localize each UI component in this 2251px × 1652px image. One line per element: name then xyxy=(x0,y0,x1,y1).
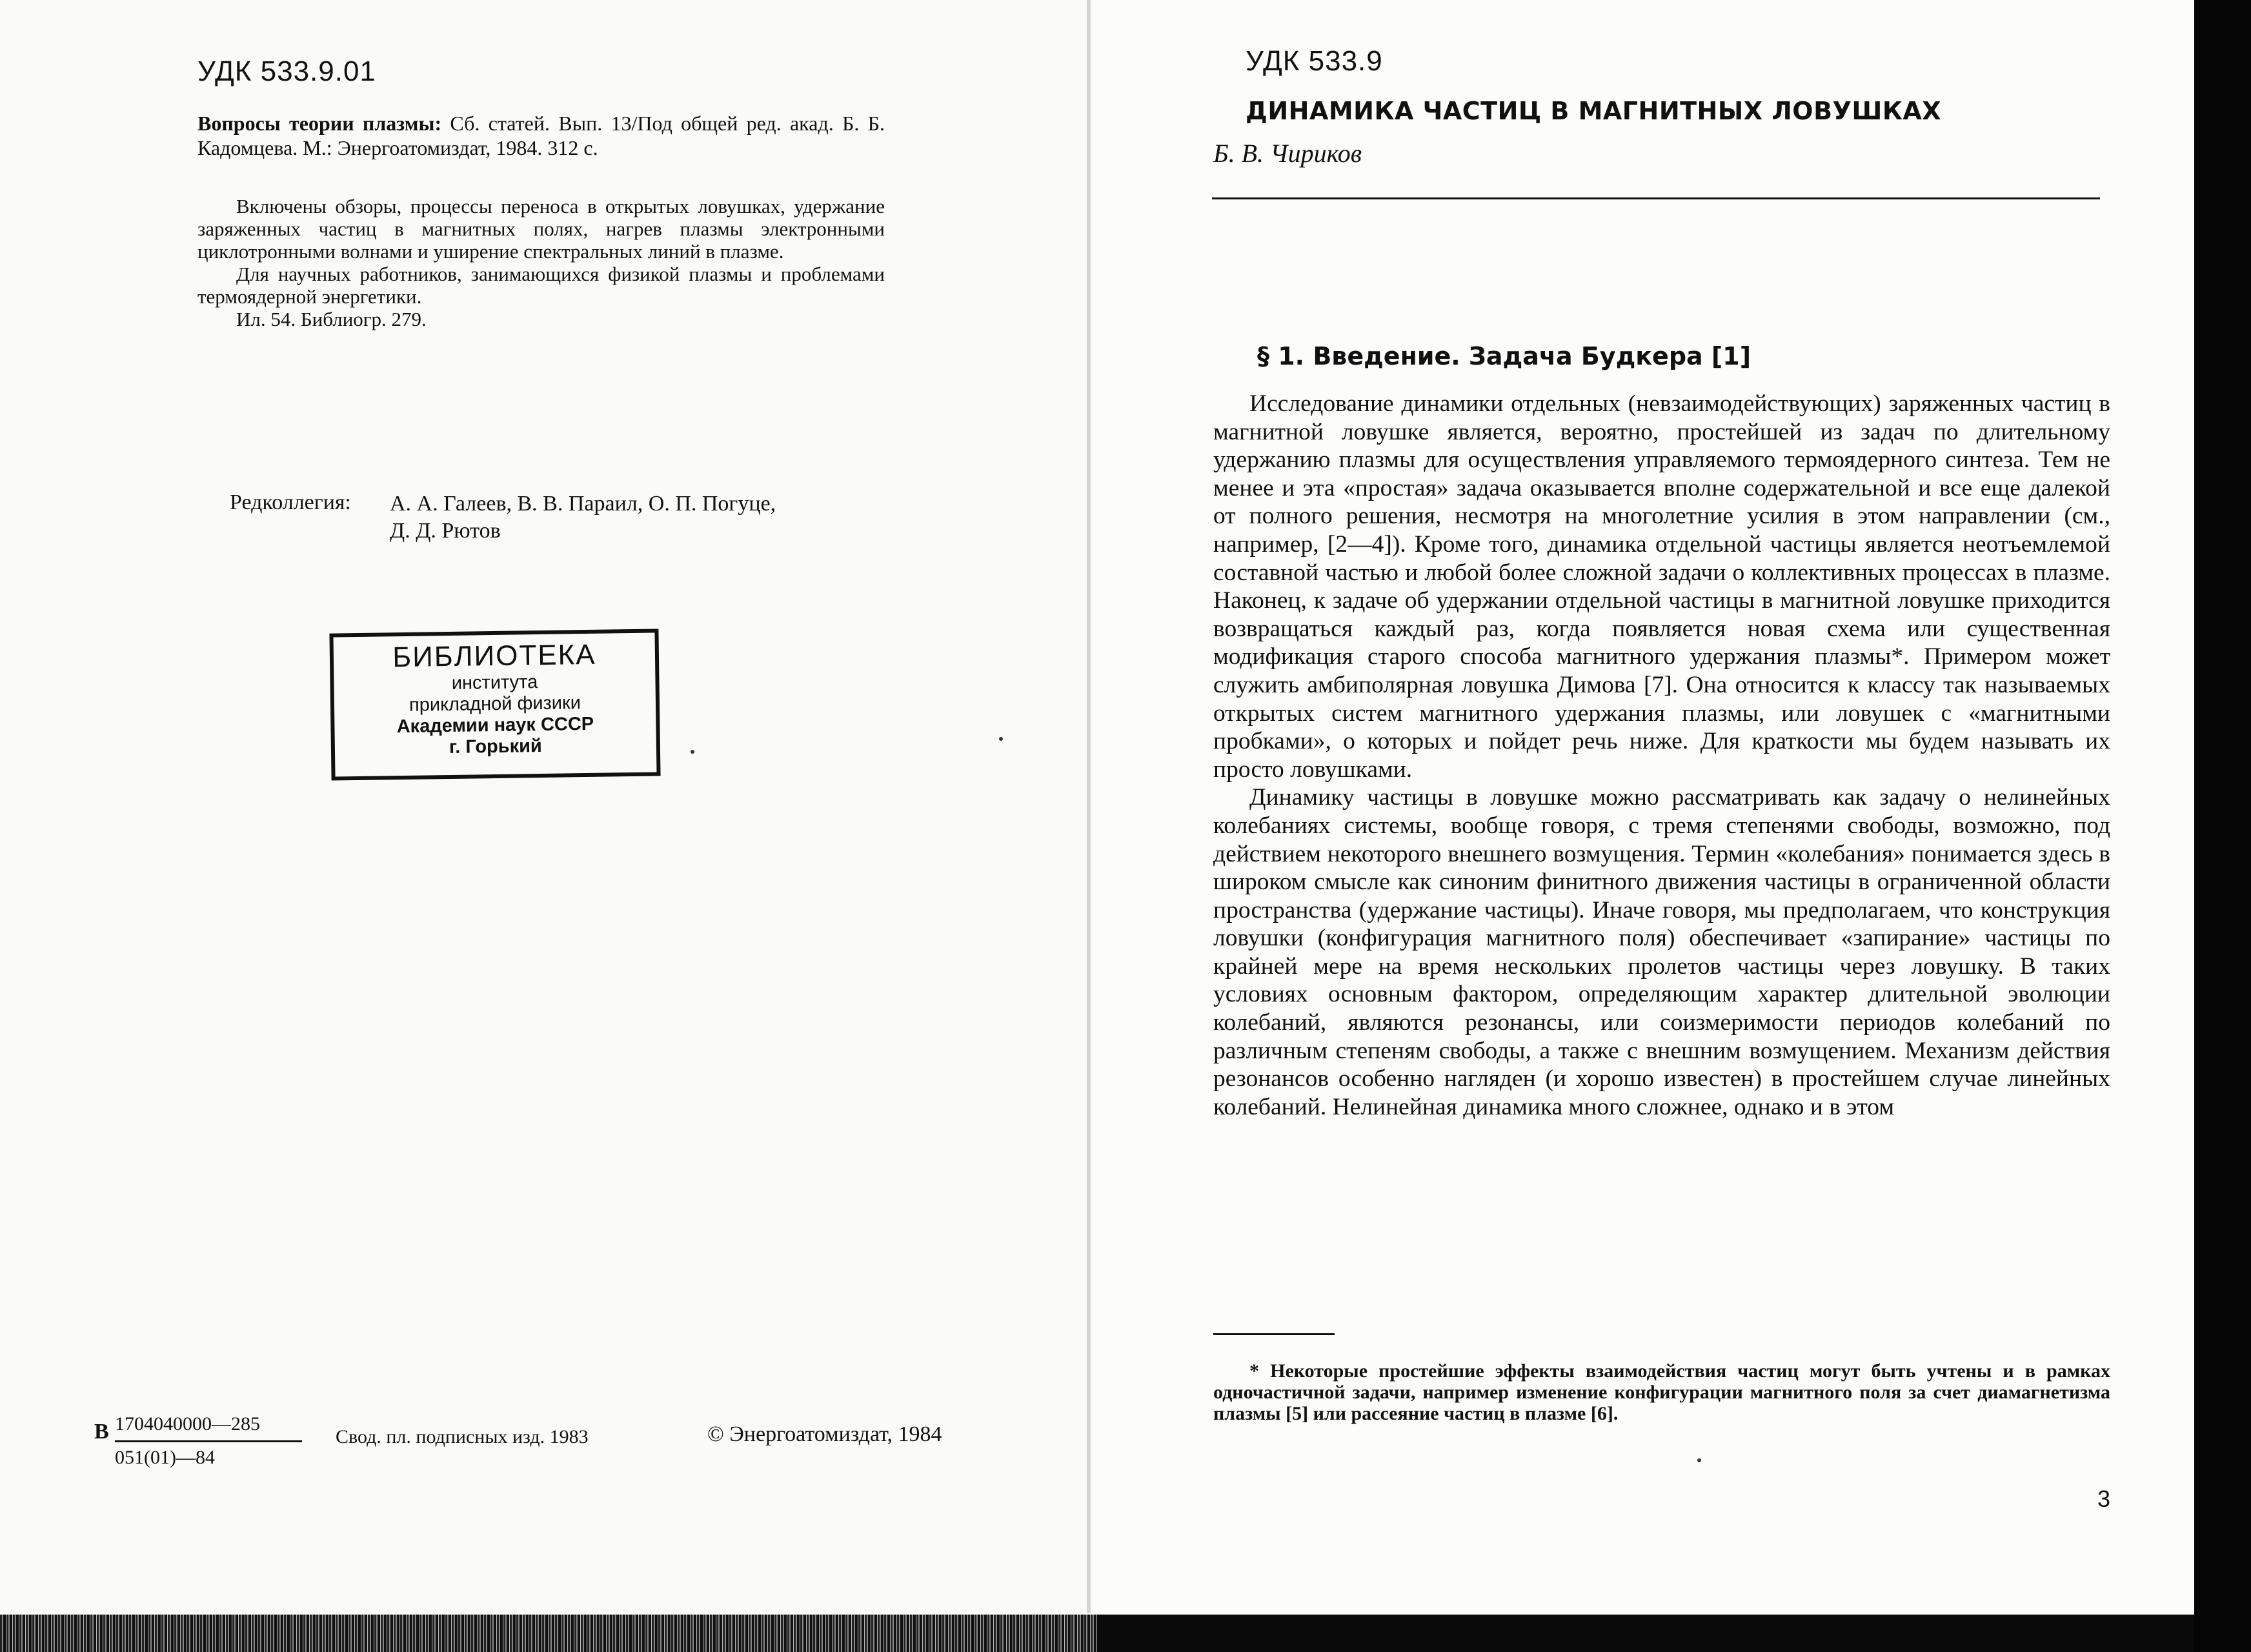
stamp-line-2: института xyxy=(451,672,538,694)
article-body xyxy=(1213,390,2110,1121)
scan-edge-bottom xyxy=(0,1615,2194,1652)
section-heading: § 1. Введение. Задача Будкера [1] xyxy=(1257,342,1751,370)
article-author: Б. В. Чириков xyxy=(1213,139,1362,168)
page-number: 3 xyxy=(2097,1486,2111,1512)
catalog-code-denominator: 051(01)—84 xyxy=(115,1447,215,1468)
biblio-title: Вопросы теории плазмы: xyxy=(197,112,442,135)
scan-speck xyxy=(999,737,1003,741)
catalog-code-prefix: В xyxy=(94,1420,109,1444)
scan-edge-right xyxy=(2194,0,2251,1652)
scan-speck xyxy=(1697,1458,1701,1462)
footnote-rule xyxy=(1213,1333,1335,1335)
editorial-board-label: Редколлегия: xyxy=(230,490,351,514)
copyright: © Энергоатомиздат, 1984 xyxy=(707,1422,942,1446)
editorial-board-line-1: А. А. Галеев, В. В. Параил, О. П. Погуце, xyxy=(390,492,776,516)
subscription-note: Свод. пл. подписных изд. 1983 xyxy=(336,1426,589,1447)
footnote-text: * Некоторые простейшие эффекты взаимодействия частиц могут быть учтены и в рамках одночастичной задачи, например изменение конфигурации магнитного поля за счет диамагнетизма плазмы [5] или рассеяние частиц в плазме [6]. xyxy=(1213,1360,2110,1424)
article-title: ДИНАМИКА ЧАСТИЦ В МАГНИТНЫХ ЛОВУШКАХ xyxy=(1246,97,1942,125)
biblio-details: Сб. статей. Вып. 13/Под общей ред. акад. Б. Б. Кадомцева. М.: Энергоатомиздат, 1984. 312 с. xyxy=(197,112,885,159)
editorial-board-line-2: Д. Д. Рютов xyxy=(390,519,501,543)
udk-left: УДК 533.9.01 xyxy=(197,55,376,87)
bibliographic-record xyxy=(197,111,885,160)
annotation-audience: Для научных работников, занимающихся физикой плазмы и проблемами термоядерной энергетики. xyxy=(197,263,885,308)
scan-speck xyxy=(691,750,694,754)
library-stamp xyxy=(329,629,660,780)
book-gutter xyxy=(1087,0,1091,1613)
stamp-line-3: прикладной физики xyxy=(409,692,581,716)
title-rule xyxy=(1212,197,2100,199)
paragraph-2: Динамику частицы в ловушке можно рассматривать как задачу о нелинейных колебаниях системы, вообще говоря, с тремя степенями свободы, возможно, под действием некоторого внешнего возмущения. Термин «колебания» понимается здесь в широком смысле как синоним финитного движения частицы в ограниченной области пространства (удержание частицы). Иначе говоря, мы предполагаем, что конструкция ловушки (конфигурация магнитного поля) обеспечивает «запирание» частицы по крайней мере на время нескольких пролетов частицы через ловушку. В таких условиях основным фактором, определяющим характер длительной эволюции колебаний, являются резонансы, или соизмеримости периодов колебаний по различным степеням свободы, а также с внешним возмущением. Механизм действия резонансов особенно нагляден (и хорошо известен) в простейшем случае линейных колебаний. Нелинейная динамика много сложнее, однако и в этом xyxy=(1213,784,2110,1120)
annotation-figures: Ил. 54. Библиогр. 279. xyxy=(236,308,427,330)
catalog-code-fraction-bar xyxy=(115,1440,302,1442)
stamp-line-1: БИБЛИОТЕКА xyxy=(392,638,596,674)
stamp-line-4: Академии наук СССР xyxy=(396,713,594,738)
editorial-board-names xyxy=(390,490,776,545)
annotation xyxy=(197,195,885,330)
paragraph-1: Исследование динамики отдельных (невзаимодействующих) заряженных частиц в магнитной ловушке является, вероятно, простейшей из задач по длительному удержанию плазмы для осуществления управляемого термоядерного синтеза. Тем не менее и эта «простая» задача оказывается вполне содержательной и все еще далекой от полного решения, несмотря на многолетние усилия в этом направлении (см., например, [2—4]). Кроме того, динамика отдельной частицы является неотъемлемой составной частью и любой более сложной задачи о коллективных процессах в плазме. Наконец, к задаче об удержании отдельной частицы в магнитной ловушке приходится возвращаться каждый раз, когда появляется новая схема или существенная модификация старого способа магнитного удержания плазмы*. Примером может служить амбиполярная ловушка Димова [7]. Она относится к классу так называемых открытых систем магнитного удержания плазмы, или ловушек с «магнитными пробками», о которых и пойдет речь ниже. Для краткости мы будем называть их просто ловушками. xyxy=(1213,390,2110,783)
udk-right: УДК 533.9 xyxy=(1246,45,1383,77)
catalog-code-numerator: 1704040000—285 xyxy=(115,1413,260,1435)
footnote xyxy=(1213,1360,2110,1424)
stamp-line-5: г. Горький xyxy=(449,735,542,758)
annotation-contents: Включены обзоры, процессы переноса в открытых ловушках, удержание заряженных частиц в магнитных полях, нагрев плазмы электронными циклотронными волнами и уширение спектральных линий в плазме. xyxy=(197,195,885,263)
